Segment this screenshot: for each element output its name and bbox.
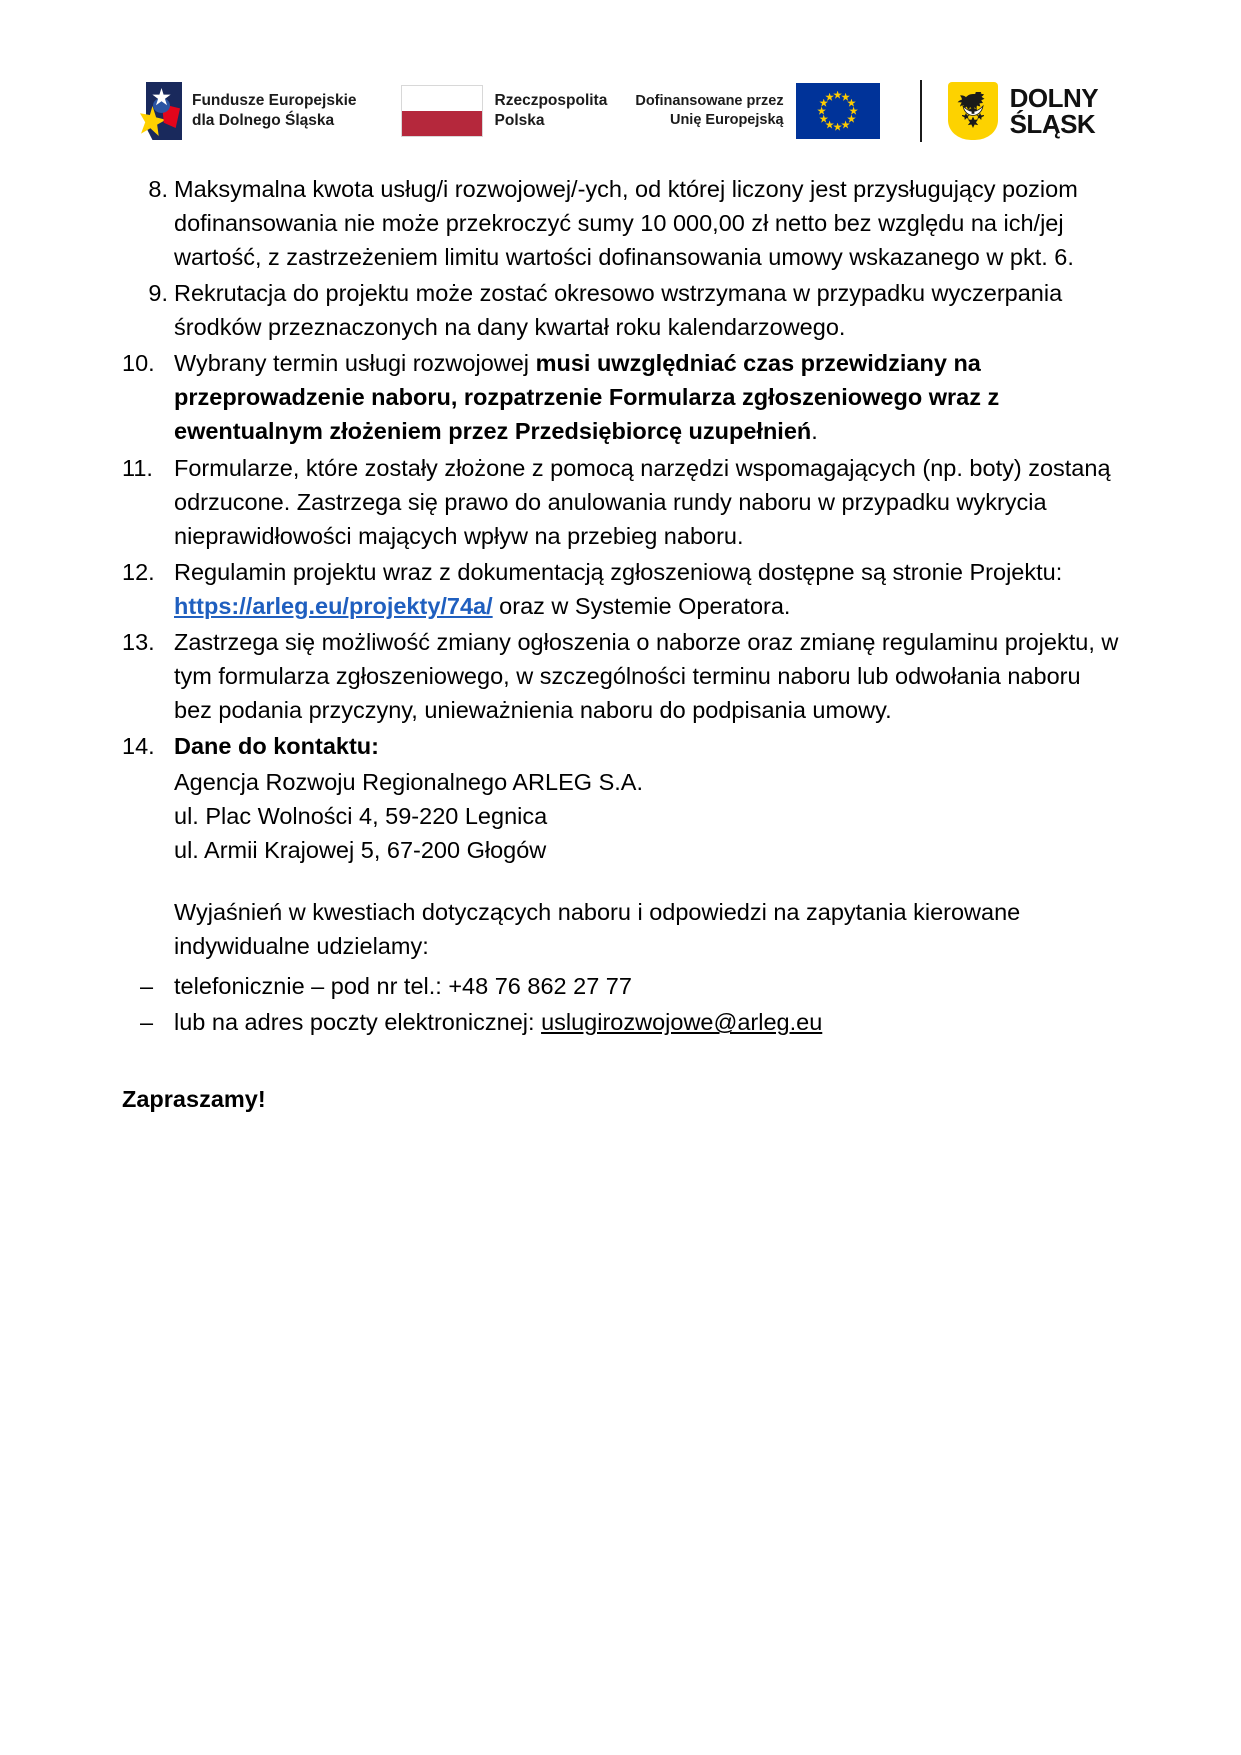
eu-star-icon (841, 120, 850, 129)
document-body (0, 150, 1241, 1116)
list-item-9 (122, 276, 1119, 344)
pl-line-1: Rzeczpospolita (494, 91, 608, 109)
list-item-12 (122, 555, 1119, 623)
list-item-14-number: 14. (122, 733, 155, 759)
contact-channel-email (122, 1005, 1119, 1039)
logo-dofinansowane-ue (635, 83, 879, 139)
dolny-slask-crest-icon (948, 82, 998, 140)
pl-line-2: Polska (494, 112, 545, 129)
fe-line-1: Fundusze Europejskie (192, 91, 357, 109)
logo-rzeczpospolita-text (495, 91, 608, 132)
list-item-8-number: 8. (148, 176, 168, 202)
eu-star-icon (833, 123, 842, 132)
logo-dolny-slask-text (1010, 85, 1099, 137)
eu-line-1: Dofinansowane przez (635, 92, 784, 109)
eu-line-2: Unię Europejską (669, 112, 784, 128)
contact-email-link[interactable]: uslugirozwojowe@arleg.eu (541, 1009, 823, 1036)
list-item-10-text-bold: musi uwzględniać czas przewidziany na przeprowadzenie naboru, rozpatrzenie Formularza zgłoszeniowego wraz z ewentualnym złożeniem przez Przedsiębiorcę uzupełnień (174, 350, 1000, 445)
eu-star-icon (847, 115, 856, 124)
list-item-8-text: Maksymalna kwota usług/i rozwojowej/-ych, od której liczony jest przysługujący poziom dofinansowania nie może przekroczyć sumy 10 000,00 zł netto bez względu na ich/jej wartość, z zastrzeżeniem limitu wartości dofinansowania umowy wskazanego w pkt. 6. (174, 176, 1078, 271)
logo-dolny-slask (948, 82, 1099, 140)
eu-star-icon (849, 107, 858, 116)
fe-line-2: dla Dolnego Śląska (192, 112, 335, 129)
contact-line-glogow: ul. Armii Krajowej 5, 67-200 Głogów (174, 837, 547, 864)
eu-star-icon (817, 107, 826, 116)
contact-channel-phone-text: telefonicznie – pod nr tel.: +48 76 862 27 77 (174, 973, 632, 1000)
contact-channel-list (122, 969, 1119, 1039)
eu-star-icon (847, 99, 856, 108)
list-item-12-number: 12. (122, 558, 155, 585)
spacer (122, 867, 1119, 895)
list-item-12-text-plain-1: Regulamin projektu wraz z dokumentacją zgłoszeniową dostępne są stronie Projektu: (174, 558, 1063, 585)
list-item-10-text-plain-2: . (811, 418, 818, 445)
logo-dofinansowane-text (635, 92, 783, 130)
list-item-12-text-plain-2: oraz w Systemie Operatora. (492, 592, 791, 619)
logo-rzeczpospolita-polska (357, 85, 608, 137)
eu-star-icon (819, 115, 828, 124)
closing-invitation: Zapraszamy! (122, 1085, 266, 1112)
list-item-10-text (174, 346, 1119, 448)
list-item-10-number: 10. (122, 350, 155, 377)
list-item-11-text: Formularze, które zostały złożone z pomocą narzędzi wspomagających (np. boty) zostaną odrzucone. Zastrzega się prawo do anulowania rundy naboru w przypadku wykrycia nieprawidłowości mających wpływ na przebieg naboru. (174, 454, 1111, 549)
ds-line-1: DOLNY (1009, 83, 1099, 113)
dash-bullet-icon: – (140, 973, 154, 1000)
eu-flag-icon (796, 83, 880, 139)
project-website-link[interactable]: https://arleg.eu/projekty/74a/ (174, 592, 493, 619)
ds-line-2: ŚLĄSK (1009, 109, 1096, 139)
contact-intro-paragraph: Wyjaśnień w kwestiach dotyczących naboru i odpowiedzi na zapytania kierowane indywidualne udzielamy: (174, 899, 1021, 960)
list-item-14 (122, 729, 1119, 763)
eu-star-icon (841, 93, 850, 102)
list-item-9-number: 9. (148, 280, 168, 307)
dash-bullet-icon: – (140, 1009, 154, 1036)
list-item-13-text: Zastrzega się możliwość zmiany ogłoszenia o naborze oraz zmianę regulaminu projektu, w tym formularza zgłoszeniowego, w szczególności terminu naboru lub odwołania naboru bez podania przyczyny, unieważnienia naboru do podpisania umowy. (174, 628, 1119, 723)
eu-star-icon (825, 93, 834, 102)
funding-logo-strip (0, 0, 1241, 150)
contact-address-block (122, 765, 1119, 867)
list-item-14-text-bold: Dane do kontaktu: (174, 733, 379, 759)
eu-star-icon (825, 120, 834, 129)
numbered-list (122, 172, 1119, 763)
logo-fundusze-europejskie (140, 82, 357, 140)
list-item-13-number: 13. (122, 628, 155, 655)
eu-star-icon (819, 99, 828, 108)
contact-channel-email-prefix: lub na adres poczty elektronicznej: (174, 1009, 542, 1036)
contact-channel-phone (122, 969, 1119, 1003)
list-item-11 (122, 451, 1119, 553)
poland-flag-icon (401, 85, 483, 137)
list-item-13 (122, 625, 1119, 727)
contact-line-legnica: ul. Plac Wolności 4, 59-220 Legnica (174, 803, 548, 830)
list-item-8 (122, 172, 1119, 274)
list-item-12-text (174, 555, 1119, 623)
list-item-9-text: Rekrutacja do projektu może zostać okresowo wstrzymana w przypadku wyczerpania środków przeznaczonych na dany kwartał roku kalendarzowego. (174, 280, 1063, 341)
list-item-10 (122, 346, 1119, 448)
eu-star-icon (833, 91, 842, 100)
list-item-14-heading (174, 729, 1119, 763)
contact-line-company: Agencja Rozwoju Regionalnego ARLEG S.A. (174, 769, 643, 796)
logo-divider (920, 80, 922, 142)
fundusze-europejskie-icon (140, 82, 182, 140)
list-item-11-number: 11. (122, 454, 153, 481)
logo-fundusze-europejskie-text (192, 91, 357, 132)
list-item-10-text-plain-1: Wybrany termin usługi rozwojowej (174, 350, 536, 377)
